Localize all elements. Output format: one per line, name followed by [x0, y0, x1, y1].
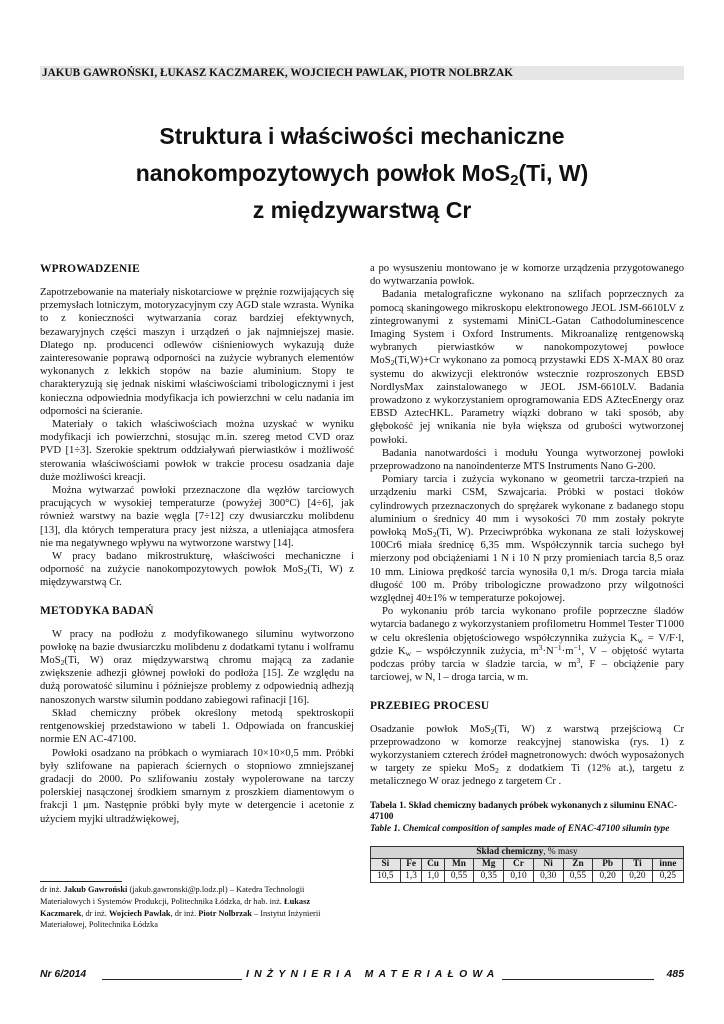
intro-p4-text-a: W pracy badano mikrostrukturę, właściwości mechaniczne i odporność na zużycie nanokompozytowych powłok MoS	[40, 551, 354, 576]
method-p1-text-a: W pracy na podłożu z modyfikowanego siluminu wytworzono powłokę na bazie dwusiarczku molibdenu z dodatkami tytanu i wolframu MoS	[40, 628, 354, 667]
right-p5-m: , F – obciążenie pary tarciowej, w N, l – droga tarcia, w m.	[370, 659, 684, 684]
right-p5-d: w	[405, 648, 412, 658]
authors-header: JAKUB GAWROŃSKI, ŁUKASZ KACZMAREK, WOJCIECH PAWLAK, PIOTR NOLBRZAK	[40, 66, 684, 80]
title-line-3: z międzywarstwą Cr	[252, 197, 472, 223]
footnote-t2: (jakub.gawronski@p.lodz.pl) – Katedra Technologii Materiałowych i Systemów Produkcji, Politechnika Łódzka, dr hab. inż.	[40, 885, 305, 906]
table-cell: Mg	[474, 858, 504, 870]
process-p1-c: z dodatkiem Ti (12% at.), targetu z metalicznego W oraz jednego z targetem Cr .	[370, 763, 684, 788]
footnote-n2: Łukasz Kaczmarek	[40, 896, 311, 918]
right-p5-j: −1	[573, 642, 582, 652]
footnote-t3: , dr inż.	[81, 908, 109, 918]
footnote-t1: dr inż.	[40, 885, 64, 894]
table-cell: Fe	[400, 858, 422, 870]
table-header-bold: Skład chemiczny	[476, 846, 544, 857]
right-column	[370, 262, 684, 883]
title-line-2	[40, 155, 684, 192]
process-heading: PRZEBIEG PROCESU	[370, 699, 490, 712]
method-paragraph-1	[40, 628, 354, 707]
footnote-n4: Piotr Nolbrzak	[198, 908, 252, 918]
table-header-cell	[371, 846, 684, 858]
method-paragraph-3: Powłoki osadzano na próbkach o wymiarach 10×10×0,5 mm. Próbki były szlifowane na papierach ściernych o stopniowo zmniejszanej gradacji do 2000. Po szlifowaniu zostały wypolerowane na tarczy polerskiej nasączonej środkiem smarnym z proszkiem diamentowym o frakcji 1 μm. Następnie próbki były myte w detergencie i acetonie z użyciem myjki ultradźwiękowej,	[40, 747, 354, 825]
table-values-row	[371, 870, 684, 882]
method-paragraph-2: Skład chemiczny próbek określony metodą spektroskopii rentgenowskiej przedstawiono w tabeli 1. Odpowiada on francuskiej normie EN AC-47100.	[40, 707, 354, 746]
footnote-t5: – Instytut Inżynierii Materiałowej, Politechnika Łódzka	[40, 908, 321, 930]
right-paragraph-2	[370, 288, 684, 446]
right-p2-sub: 2	[390, 358, 395, 368]
method-heading: METODYKA BADAŃ	[40, 604, 154, 617]
right-p5-b: w	[637, 635, 644, 645]
left-column	[40, 262, 354, 826]
intro-heading: WPROWADZENIE	[40, 263, 140, 275]
table-cell: inne	[652, 858, 683, 870]
right-p4-sub: 2	[432, 530, 437, 540]
table-cell: 1,3	[400, 870, 422, 882]
footer-rule-right	[502, 979, 654, 980]
footer-journal: INŻYNIERIA MATERIAŁOWA	[246, 969, 500, 980]
process-p1-sub: 2	[490, 726, 495, 736]
footnote-n1: Jakub Gawroński	[63, 885, 128, 894]
right-paragraph-4	[370, 473, 684, 605]
intro-paragraph-3: Można wytwarzać powłoki przeznaczone dla węzłów tarciowych pracujących w wysokiej temperaturze (powyżej 300°C) [4÷6], jak również warstwy na bazie węgla [7÷12] czy dwusiarczku molibdenu [13], dla których temperatura pracy jest niższa, a utleniająca atmosfera nie ma negatywnego wpływu na wytworzone warstwy [14].	[40, 485, 354, 549]
right-p5-e: – współczynnik zużycia, m	[411, 645, 539, 657]
table-cell: Zn	[563, 858, 593, 870]
right-paragraph-1: a po wysuszeniu montowano je w komorze urządzenia przygotowanego do wytwarzania powłok.	[370, 263, 684, 288]
table-elements-row	[371, 858, 684, 870]
intro-paragraph-2: Materiały o takich właściwościach można uzyskać w wyniku modyfikacji ich powierzchni, stosując m.in. szereg metod CVD oraz PVD [1÷3]. Szerokie spektrum oddziaływań pierwiastków i możliwość sterowania właściwościami powłok w trakcie procesu osadzania daje duże możliwości kreacji.	[40, 419, 354, 483]
right-p4-text-b: (Ti, W). Przeciwpróbka wykonana ze stali łożyskowej 100Cr6 miała średnicę 6,35 mm. Współczynnik tarcia suchego był mierzony pod obciążeniami 1 N i 10 N przy promieniach tarcia 8,5 oraz 10 mm. Liniowa prędkość tarcia wynosiła 0,1 m/s. Droga tarcia miała długość 100 m. Próby tribologiczne prowadzono przy wilgotności względnej 40±1% w temperaturze pokojowej.	[370, 527, 684, 605]
method-p1-sub: 2	[60, 658, 65, 668]
table-cell: 0,55	[444, 870, 474, 882]
title-subscript: 2	[510, 172, 519, 189]
right-p5-c: = V/F·l, gdzie K	[370, 632, 684, 657]
page-footer	[40, 968, 684, 982]
table-cell: 1,0	[422, 870, 444, 882]
table-cell: Ni	[533, 858, 563, 870]
table-cell: 0,20	[593, 870, 623, 882]
footnote-t4: , dr inż.	[170, 908, 199, 918]
table-cell: Cr	[504, 858, 534, 870]
right-paragraph-3: Badania nanotwardości i modułu Younga wytworzonej powłoki przeprowadzono na nanoindenterze MTS Instruments Nano G-200.	[370, 447, 684, 473]
title-line-1: Struktura i właściwości mechaniczne	[159, 123, 565, 149]
title-line-2-post: (Ti, W)	[518, 160, 589, 186]
right-p2-text-b: (Ti,W)+Cr wykonano za pomocą przystawki EDS X-MAX 80 oraz systemu do akwizycji elektronów wstecznie rozproszonych EBSD NordlysMax zainstalowanego w JEOL JSM-6610LV. Badania prowadzono z wykorzystaniem oprogramowania EDS AZtecEnergy oraz EBSD AztecHKL. Parametry wiązki dobrano w taki sposób, aby głębokość jej wnikania nie była większa od grubości wytworzonej powłoki.	[370, 355, 684, 446]
intro-paragraph-4	[40, 550, 354, 590]
author-footnote	[40, 884, 354, 931]
table-header-row	[371, 846, 684, 858]
table-cell: Ti	[623, 858, 653, 870]
right-p5-a: Po wykonaniu prób tarcia wykonano profile poprzeczne śladów wytarcia badanego z wykorzystaniem profilometru Hommel Tester T1000 w celu określenia objętościowego współczynnika zużycia K	[370, 606, 684, 644]
right-p5-k: , V – objętość wytarta podczas próby tarcia w śladzie tarcia, w m	[370, 645, 684, 671]
footer-page-number: 485	[666, 969, 684, 980]
method-p1-text-b: (Ti, W) oraz międzywarstwą chromu mającą za zadanie zwiększenie adhezji głównej powłoki do podłoża [15]. Ze względu na dużą porowatość siluminu i późniejsze problemy z odpowiednią adhezją nanoszonych warstw silumin poddano zabiegowi rafinacji [16].	[40, 655, 354, 706]
table-cell: 0,20	[623, 870, 653, 882]
footer-rule-left	[102, 979, 242, 980]
table-cell: Pb	[593, 858, 623, 870]
chemical-composition-table	[370, 846, 684, 883]
process-paragraph-1	[370, 723, 684, 789]
table-header-rest: , % masy	[543, 846, 578, 857]
process-p1-a: Osadzanie powłok MoS	[370, 723, 491, 735]
right-p2-text-a: Badania metalograficzne wykonano na szlifach poprzecznych za pomocą skaningowego mikroskopu elektronowego JEOL JSM-6610LV z zintegrowanymi z systemami MiniCL-Gatan Cathodoluminescence Imaging System i Oxford Instruments. Mikroanalizę rentgenowską wybranych pierwiastków w nanokompozytowej powłoce MoS	[370, 289, 684, 367]
intro-p4-text-b: (Ti, W) z międzywarstwą Cr.	[40, 564, 354, 589]
process-p1-sub2: 2	[495, 766, 499, 776]
table-cell: Mn	[444, 858, 474, 870]
table-cell: 0,35	[474, 870, 504, 882]
table-caption-en: Table 1. Chemical composition of samples made of ENAC-47100 silumin type	[370, 824, 670, 835]
table-cell: Si	[371, 858, 401, 870]
right-p5-l: 3	[576, 656, 581, 666]
table-caption-pl: Tabela 1. Skład chemiczny badanych próbek wykonanych z siluminu ENAC-47100	[370, 800, 678, 822]
title-line-2-pre: nanokompozytowych powłok MoS	[135, 160, 511, 186]
footnote-n3: Wojciech Pawlak	[108, 908, 171, 918]
table-cell: Cu	[422, 858, 444, 870]
right-paragraph-5	[370, 605, 684, 684]
table-cell: 0,30	[533, 870, 563, 882]
right-p4-text-a: Pomiary tarcia i zużycia wykonano w geometrii tarcza-trzpień na urządzeniu marki CSM, Szwajcaria. Próbki w postaci tłoków cylindrowych przeznaczonych do sprężarek wykonane z badanego stopu aluminium o średnicy 40 mm i wysokości 70 mm zostały pokryte powłoką MoS	[370, 474, 684, 539]
table-cell: 0,10	[504, 870, 534, 882]
footer-issue: Nr 6/2014	[40, 969, 87, 980]
intro-p4-sub: 2	[303, 567, 308, 577]
right-p5-i: ·m	[561, 645, 574, 657]
article-title	[40, 118, 684, 229]
intro-paragraph-1: Zapotrzebowanie na materiały niskotarciowe w prężnie rozwijających się przemysłach lotniczym, motoryzacyjnym czy AGD stale wzrasta. Wynika to z konieczności wytwarzania coraz bardziej efektywnych, bezawaryjnych części maszyn i urządzeń o jak najmniejszej masie. Dlatego np. producenci odlewów ciśnieniowych wykazują duże zainteresowanie poprawą odporności na zużycie wybranych elementów wykonanych z lekkich stopów na bazie aluminium. Stopy te charakteryzują się jednak niskimi właściwościami tribologicznymi i jest konieczna odpowiednia modyfikacja ich powierzchni w celu nadania im odporności na ścieranie.	[40, 287, 354, 417]
footnote-divider	[40, 881, 122, 882]
right-p5-h: −1	[553, 642, 562, 652]
table-cell: 0,25	[652, 870, 683, 882]
right-p5-g: ·N	[542, 645, 554, 657]
right-p5-f: 3	[538, 642, 543, 652]
table-cell: 0,55	[563, 870, 593, 882]
process-p1-b: (Ti, W) z warstwą przejściową Cr przeprowadzono w komorze reakcyjnej stanowiska (rys. 1) z wykorzystaniem czterech źródeł magnetronowych: dwóch wyposażonych w targety ze spieku MoS	[370, 723, 684, 775]
table-cell: 10,5	[371, 870, 401, 882]
